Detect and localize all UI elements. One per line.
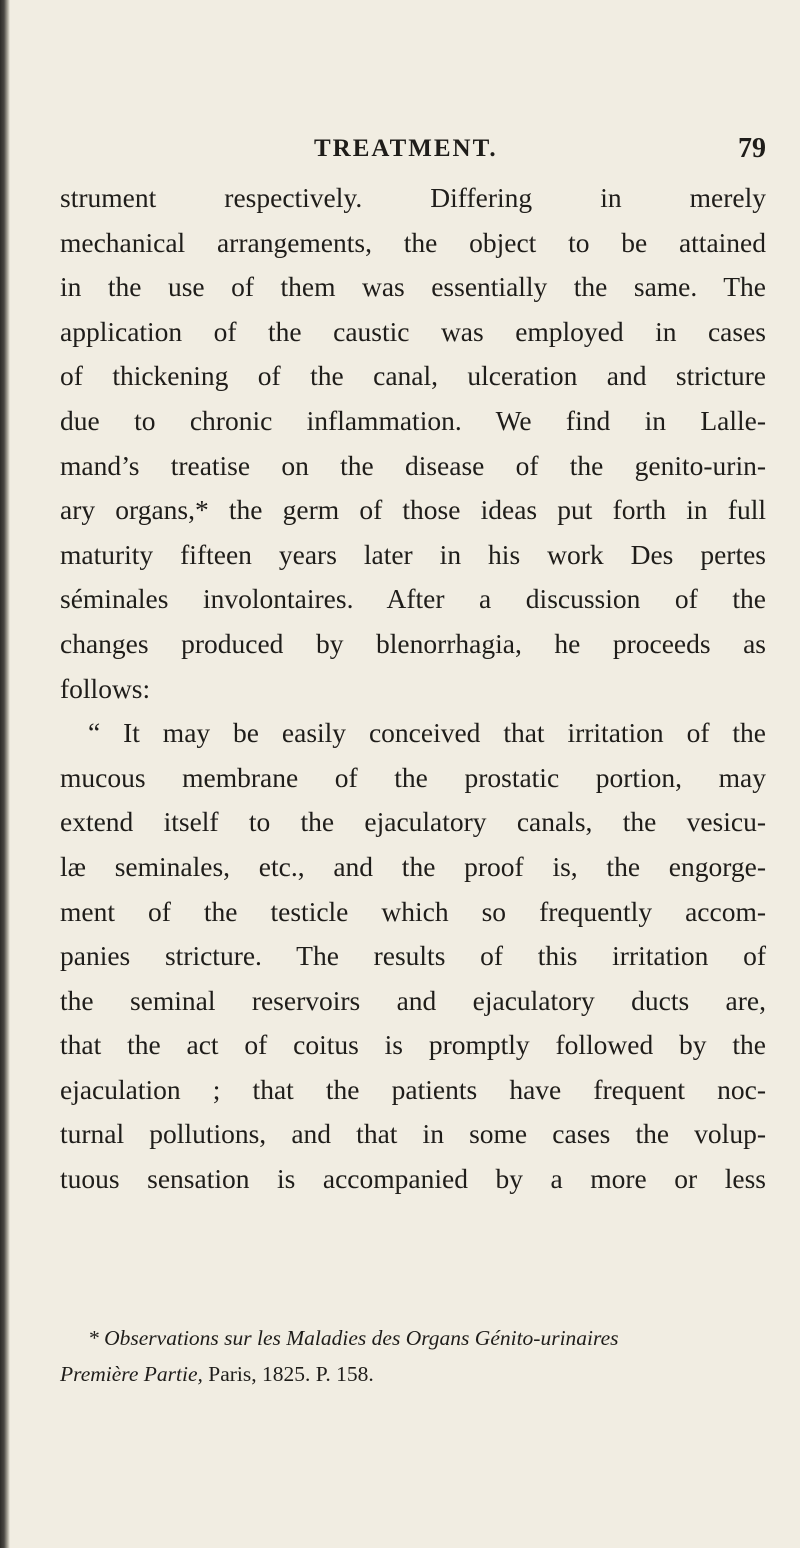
text-line: maturity fifteen years later in his work Des pertes	[60, 538, 766, 570]
quote-start-line: “ It may be easily conceived that irritation of the	[88, 717, 766, 749]
running-head-title: TREATMENT.	[314, 135, 498, 162]
running-head	[60, 135, 766, 169]
text-line: ejaculation ; that the patients have frequent noc-	[60, 1073, 766, 1105]
page-binding-edge	[0, 0, 10, 1548]
footnote-line: * Observations sur les Maladies des Organs Génito-urinaires	[88, 1326, 619, 1350]
page-number: 79	[738, 133, 766, 164]
text-line: of thickening of the canal, ulceration and stricture	[60, 360, 766, 392]
text-line: extend itself to the ejaculatory canals, the vesicu-	[60, 806, 766, 838]
text-line: application of the caustic was employed in cases	[60, 315, 766, 347]
text-line: læ seminales, etc., and the proof is, the engorge-	[60, 850, 766, 882]
text-line: turnal pollutions, and that in some cases the volup-	[60, 1118, 766, 1150]
footnote	[60, 1320, 766, 1392]
text-line: séminales involontaires. After a discussion of the	[60, 583, 766, 615]
text-line: changes produced by blenorrhagia, he proceeds as	[60, 627, 766, 659]
text-line: that the act of coitus is promptly followed by the	[60, 1029, 766, 1061]
text-line: tuous sensation is accompanied by a more or less	[60, 1163, 766, 1195]
text-line: mechanical arrangements, the object to be attained	[60, 226, 766, 258]
text-line: in the use of them was essentially the same. The	[60, 271, 766, 303]
text-line: ment of the testicle which so frequently accom-	[60, 895, 766, 927]
footnote-citation: Paris, 1825. P. 158.	[202, 1362, 374, 1386]
text-line: panies stricture. The results of this irritation of	[60, 940, 766, 972]
text-line: mucous membrane of the prostatic portion, may	[60, 761, 766, 793]
text-line: follows:	[60, 672, 151, 704]
body-text	[60, 176, 766, 1202]
text-line: due to chronic inflammation. We find in Lalle-	[60, 404, 766, 436]
text-line: the seminal reservoirs and ejaculatory ducts are,	[60, 984, 766, 1016]
footnote-part-title: Première Partie,	[60, 1362, 203, 1386]
footnote-line	[60, 1356, 766, 1392]
text-line: mand’s treatise on the disease of the genito-urin-	[60, 449, 766, 481]
text-line: strument respectively. Differing in merely	[60, 182, 766, 213]
text-line: ary organs,* the germ of those ideas put forth in full	[60, 494, 766, 526]
